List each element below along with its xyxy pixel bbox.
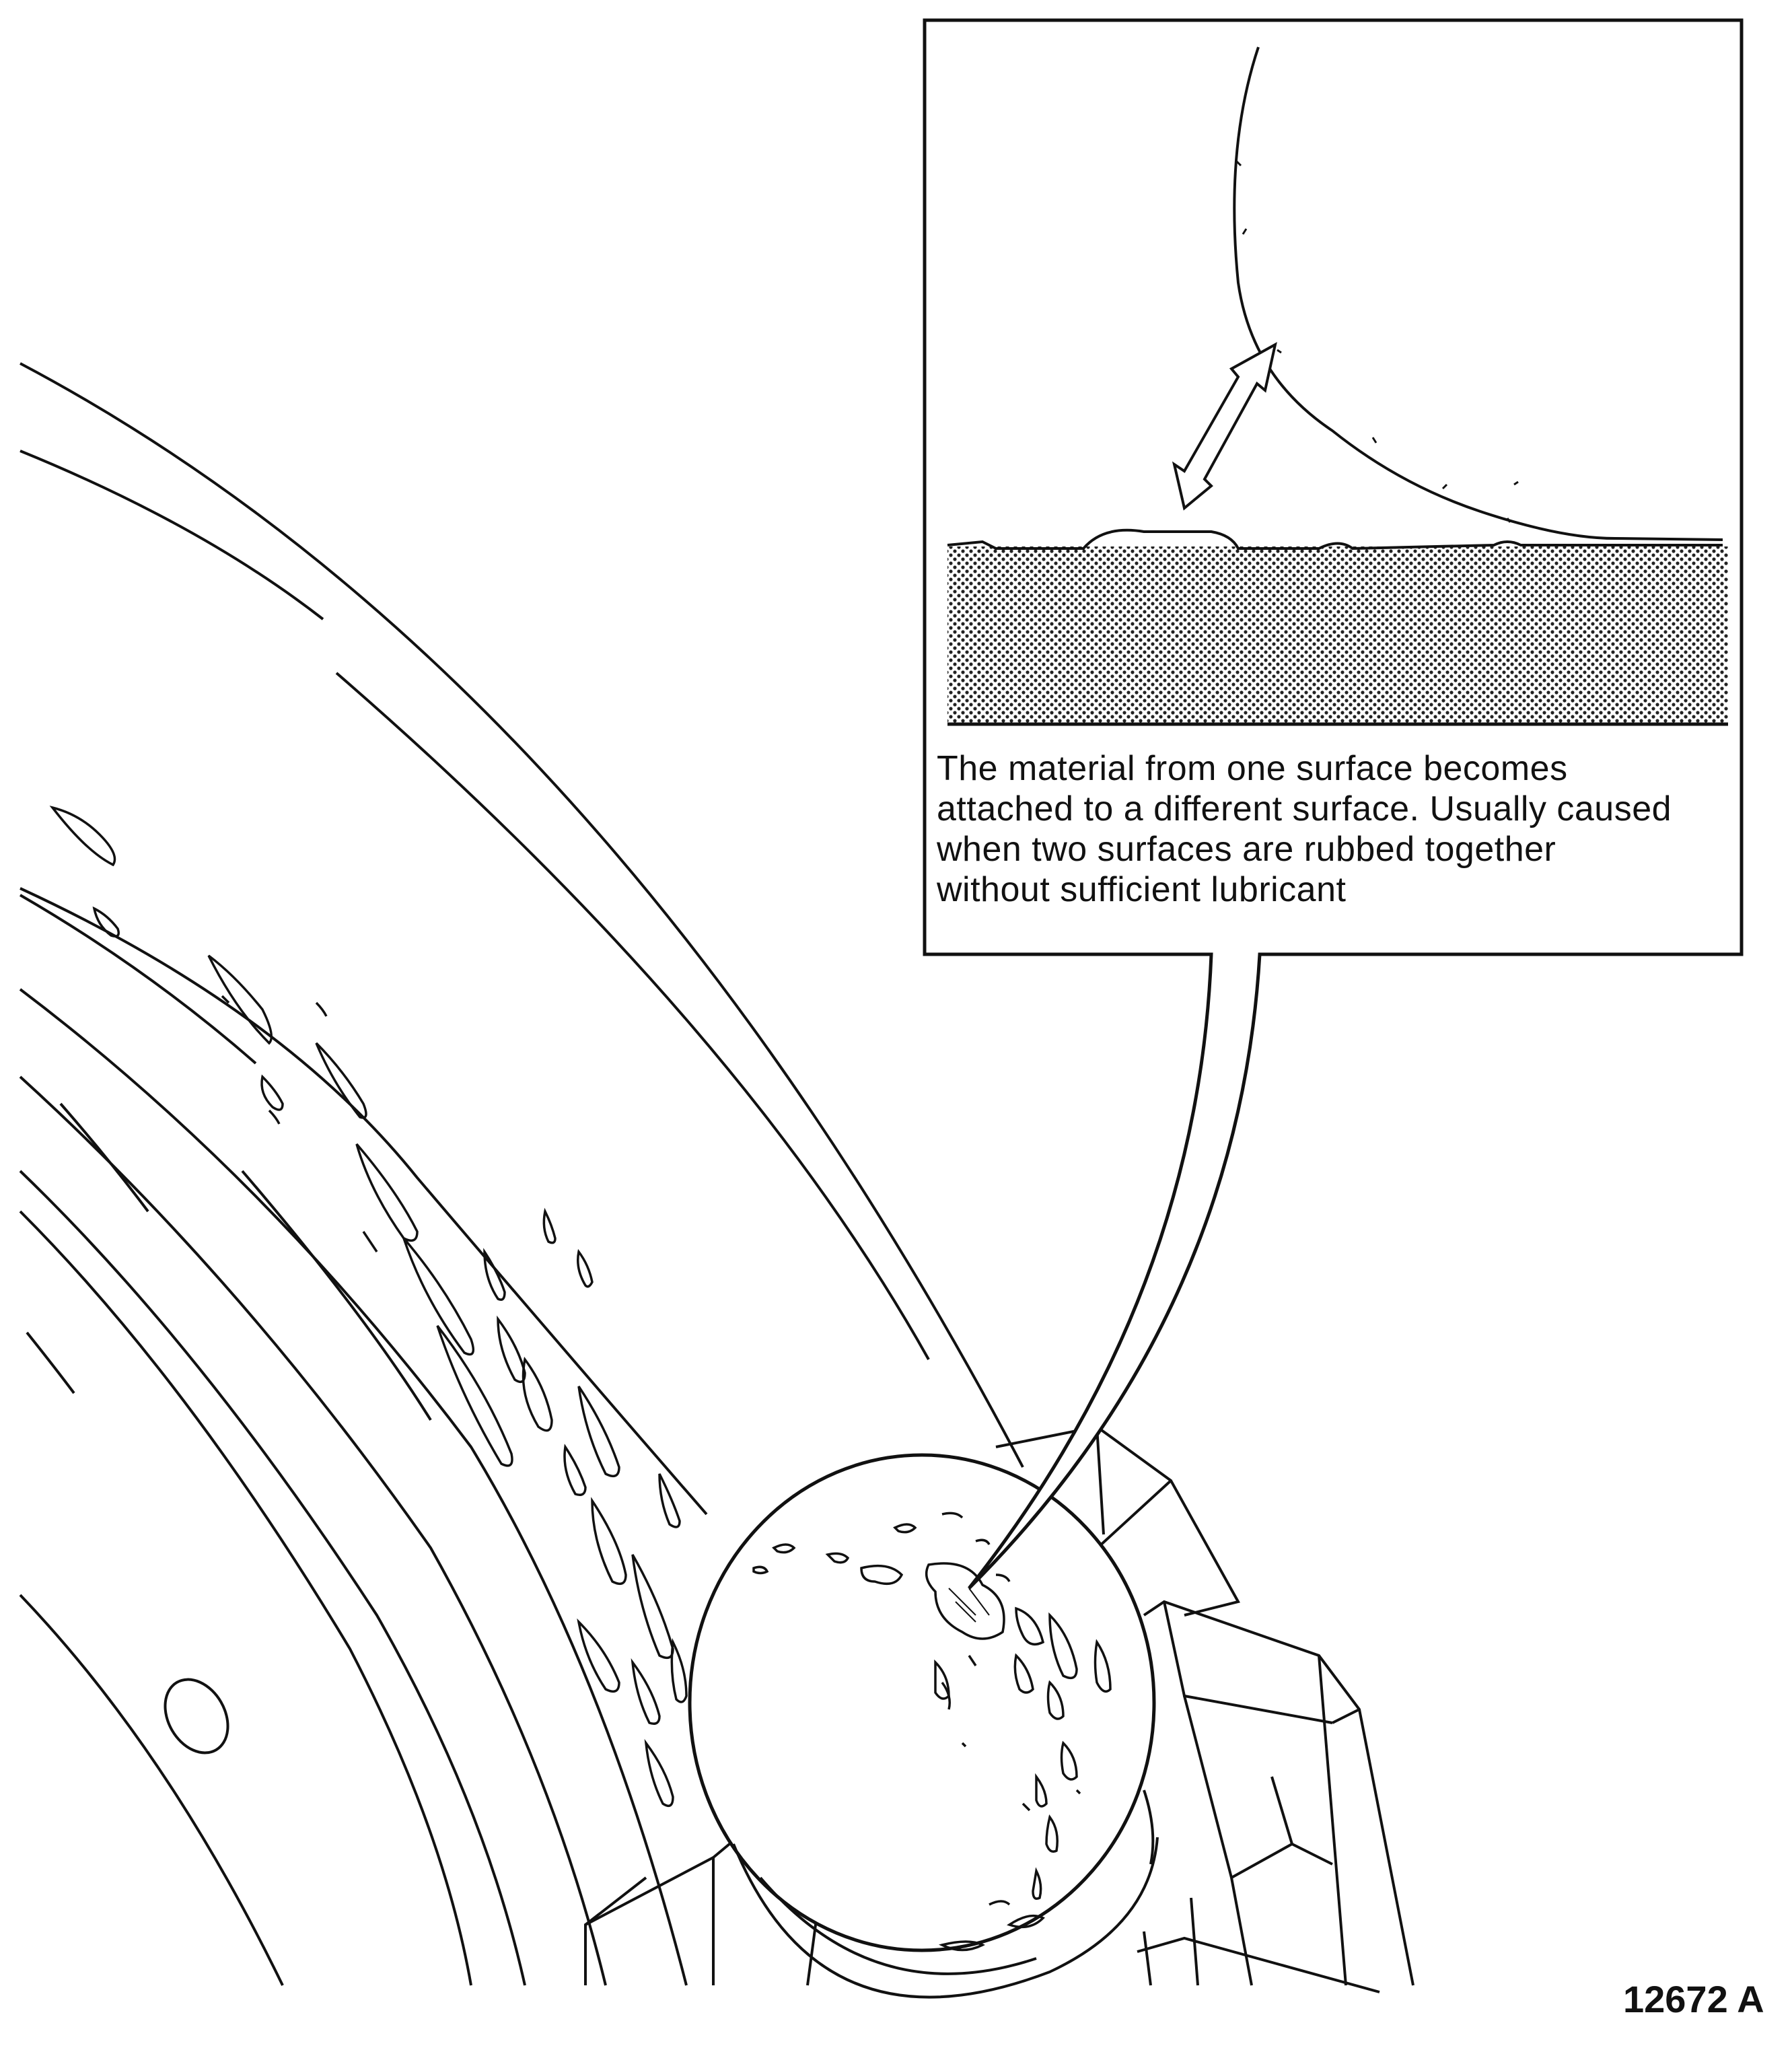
callout-line: when two surfaces are rubbed together — [937, 830, 1556, 869]
callout-description — [937, 748, 1742, 910]
figure-number: 12672 A — [1623, 1978, 1764, 2020]
callout-line: The material from one surface becomes — [937, 749, 1568, 788]
bearing-ball — [690, 1455, 1157, 1997]
callout-line: without sufficient lubricant — [937, 870, 1347, 909]
callout-line: attached to a different surface. Usually caused — [937, 789, 1672, 828]
race-hole — [153, 1668, 241, 1764]
inset-substrate — [947, 530, 1728, 724]
